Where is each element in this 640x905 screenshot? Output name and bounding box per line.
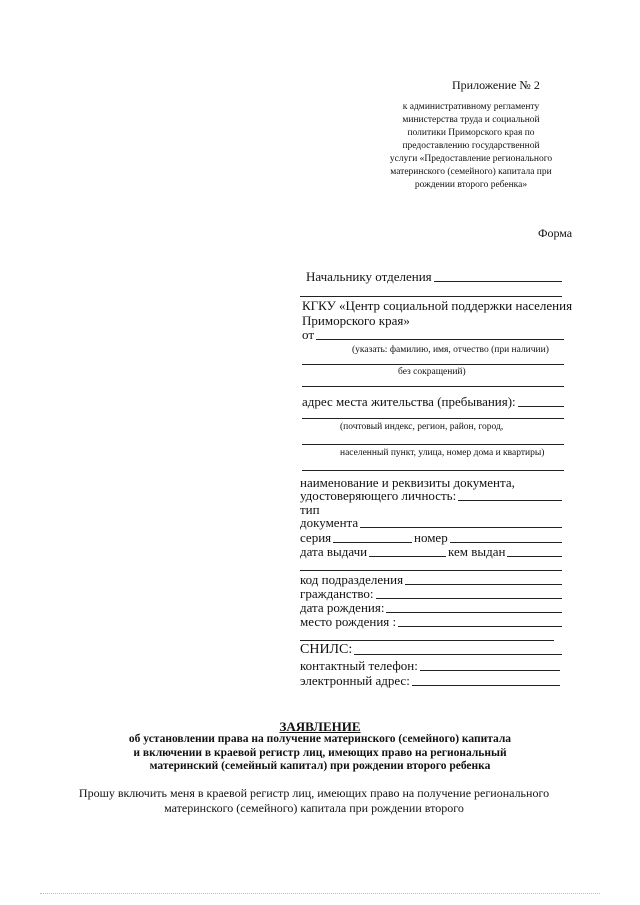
form-label: Форма: [538, 226, 573, 240]
body-line: Прошу включить меня в краевой регистр лиц, имеющих право на получение регионального: [78, 786, 550, 800]
address-line-2: [302, 418, 564, 419]
email-field: [300, 673, 560, 689]
body-line: материнского (семейного) капитала при рождении второго: [164, 801, 464, 815]
appendix-line: политики Приморского края по: [407, 128, 535, 138]
doc-name-label: удостоверяющего личность:: [300, 488, 457, 503]
separator-line: [300, 296, 562, 297]
from-underline: [316, 339, 564, 340]
birth-place-field: [300, 614, 562, 630]
issue-date-underline: [369, 556, 446, 557]
birth-date-underline: [386, 612, 562, 613]
birth-date-label: дата рождения:: [300, 600, 385, 615]
citizenship-label: гражданство:: [300, 586, 374, 601]
issued-by-field: [448, 544, 562, 560]
addressee-head-label: Начальнику отделения: [306, 269, 432, 284]
birth-place-label: место рождения :: [300, 614, 397, 629]
issued-by-line-2: [300, 570, 562, 571]
address-field: [302, 394, 564, 410]
hint-settlement: населенный пункт, улица, номер дома и квартиры): [340, 448, 545, 458]
address-underline: [518, 406, 564, 407]
doc-name-line1: наименование и реквизиты документа,: [300, 475, 515, 490]
statement-title-text: ЗАЯВЛЕНИЕ: [279, 719, 361, 734]
series-label: серия: [300, 530, 332, 545]
hint-no-abbrev: без сокращений): [398, 367, 466, 377]
from-label: от: [302, 327, 315, 342]
snils-field: [300, 642, 562, 658]
number-label: номер: [414, 530, 448, 545]
address-label: адрес места жительства (пребывания):: [302, 394, 516, 409]
address-line-4: [302, 470, 564, 471]
addressee-head-field: [306, 269, 562, 285]
document-underline: [360, 527, 562, 528]
fio-line-3: [302, 386, 564, 387]
doc-type-label: тип: [300, 502, 320, 517]
issued-by-underline: [507, 556, 562, 557]
phone-label: контактный телефон:: [300, 658, 418, 673]
appendix-line: к административному регламенту: [402, 102, 540, 112]
birth-place-line-2: [300, 640, 554, 641]
issue-date-field: [300, 544, 446, 560]
snils-label: СНИЛС:: [300, 642, 353, 657]
subtitle-line: об установлении права на получение материнского (семейного) капитала: [128, 733, 512, 745]
document-field: [300, 515, 562, 531]
number-underline: [450, 542, 562, 543]
email-label: электронный адрес:: [300, 673, 410, 688]
phone-field: [300, 658, 560, 674]
email-underline: [412, 685, 560, 686]
subtitle-line: и включении в краевой регистр лиц, имеющих право на региональный: [133, 746, 507, 759]
hint-fio: (указать: фамилию, имя, отчество (при наличии): [352, 345, 549, 355]
addressee-head-underline: [434, 281, 562, 282]
division-code-label: код подразделения: [300, 572, 404, 587]
issued-by-label: кем выдан: [448, 544, 506, 559]
issue-date-label: дата выдачи: [300, 544, 368, 559]
phone-underline: [420, 670, 560, 671]
appendix-line: рождении второго ребенка»: [414, 180, 528, 190]
statement-subtitle: [0, 733, 640, 774]
address-line-3: [302, 444, 564, 445]
snils-underline: [354, 654, 562, 655]
fio-line-2: [302, 364, 564, 365]
appendix-line: материнского (семейного) капитала при: [390, 167, 552, 177]
addressee-org-line1: КГКУ «Центр социальной поддержки населения: [302, 298, 573, 313]
doc-name-field: [300, 488, 562, 504]
document-label: документа: [300, 515, 359, 530]
appendix-line: министерства труда и социальной: [402, 115, 540, 125]
scan-artifact-line: [40, 893, 600, 894]
from-field: [302, 327, 564, 343]
hint-postal: (почтовый индекс, регион, район, город,: [340, 422, 504, 432]
appendix-text: [352, 101, 590, 192]
division-code-underline: [405, 584, 562, 585]
doc-name-underline: [458, 500, 562, 501]
series-underline: [333, 542, 412, 543]
subtitle-line: материнский (семейный капитал) при рождении второго ребенка: [149, 760, 491, 772]
appendix-line: услуги «Предоставление регионального: [389, 154, 553, 164]
citizenship-underline: [376, 598, 562, 599]
appendix-line: предоставлению государственной: [402, 141, 540, 151]
statement-body: [0, 786, 628, 816]
addressee-org-line2: Приморского края»: [302, 313, 410, 328]
appendix-number: Приложение № 2: [452, 78, 540, 92]
birth-place-underline: [398, 626, 562, 627]
